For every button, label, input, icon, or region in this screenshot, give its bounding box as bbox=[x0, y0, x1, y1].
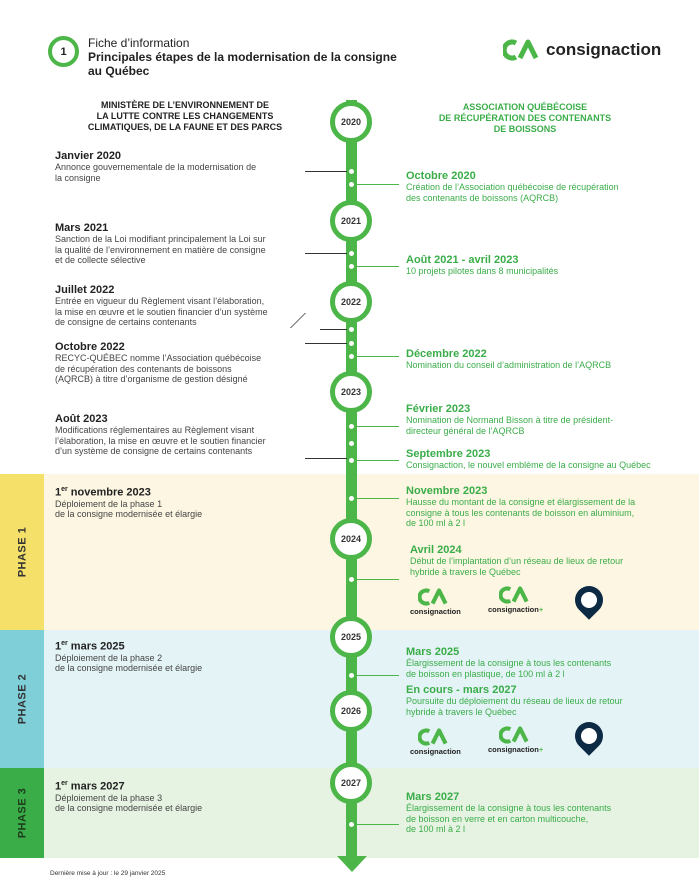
consignaction-plus-logo: consignaction+ bbox=[488, 586, 543, 614]
connector-line bbox=[357, 498, 399, 499]
phase-3-info: 1er mars 2027 Déploiement de la phase 3 de la consigne modernisée et élargie bbox=[55, 780, 203, 814]
timeline-dot bbox=[349, 424, 354, 429]
aqrcb-header: ASSOCIATION QUÉBÉCOISE DE RÉCUPÉRATION DES CONTENANTS DE BOISSONS bbox=[438, 102, 612, 134]
year-marker-2022: 2022 bbox=[330, 281, 372, 323]
connector-line bbox=[357, 824, 399, 825]
left-event: Août 2023 Modifications réglementaires au Règlement visant l’élaboration, la mise en œuvre et le soutien financier d’un système de consigne de certains contenants bbox=[55, 413, 266, 456]
fiche-number-badge: 1 bbox=[48, 36, 79, 67]
connector-line bbox=[357, 579, 399, 580]
connector-line bbox=[357, 426, 399, 427]
last-updated-footer: Dernière mise à jour : le 29 janvier 2025 bbox=[50, 870, 166, 877]
consignaction-plus-icon bbox=[499, 586, 533, 604]
connector-line bbox=[357, 356, 399, 357]
timeline-dot bbox=[349, 822, 354, 827]
year-marker-2027: 2027 bbox=[330, 762, 372, 804]
connector-line bbox=[305, 171, 347, 172]
timeline-dot bbox=[349, 264, 354, 269]
right-event: Août 2021 - avril 2023 10 projets pilotes dans 8 municipalités bbox=[406, 254, 559, 276]
phase-3-tab: PHASE 3 bbox=[0, 768, 44, 858]
year-marker-2026: 2026 bbox=[330, 690, 372, 732]
right-event: Mars 2027 Élargissement de la consigne à tous les contenants de boisson en verre et en carton multicouche, de 100 ml à 2 l bbox=[406, 791, 612, 834]
timeline-dot bbox=[349, 458, 354, 463]
right-event: Février 2023 Nomination de Normand Bisson à titre de président- directeur général de l’AQRCB bbox=[406, 403, 614, 436]
timeline-arrow bbox=[337, 856, 367, 872]
year-marker-2020: 2020 bbox=[330, 101, 372, 143]
left-event: Juillet 2022 Entrée en vigueur du Règlement visant l’élaboration, la mise en œuvre et le soutien financier d’un système de consigne de certains contenants bbox=[55, 284, 268, 327]
consignaction-logo-text: consignaction bbox=[546, 40, 662, 59]
timeline-dot bbox=[349, 251, 354, 256]
connector-line bbox=[357, 266, 399, 267]
consignaction-icon bbox=[418, 728, 452, 746]
timeline-dot bbox=[349, 182, 354, 187]
ministry-header: MINISTÈRE DE L’ENVIRONNEMENT DE LA LUTTE CONTRE LES CHANGEMENTS CLIMATIQUES, DE LA FAUNE ET DES PARCS bbox=[87, 100, 283, 132]
left-event: Octobre 2022 RECYC-QUÉBEC nomme l’Association québécoise de récupération des contenants de boissons (AQRCB) à titre d’organisme de gestion désigné bbox=[55, 341, 262, 384]
right-event: Mars 2025 Élargissement de la consigne à tous les contenants de boisson en plastique, de 100 ml à 2 l bbox=[406, 646, 612, 679]
year-marker-2021: 2021 bbox=[330, 200, 372, 242]
right-event: Novembre 2023 Hausse du montant de la consigne et élargissement de la consigne à tous les contenants de boisson en aluminium, de 100 ml à 2 l bbox=[406, 485, 636, 528]
fiche-label: Fiche d’information bbox=[88, 36, 190, 50]
timeline-dot bbox=[349, 441, 354, 446]
consignaction-logo-small: consignaction bbox=[410, 728, 461, 756]
phase-2-tab: PHASE 2 bbox=[0, 630, 44, 768]
right-event: En cours - mars 2027 Poursuite du déploiement du réseau de lieux de retour hybride à travers le Québec bbox=[406, 684, 623, 717]
timeline-dot bbox=[349, 327, 354, 332]
connector-line bbox=[305, 458, 347, 459]
left-event: Janvier 2020 Annonce gouvernementale de la modernisation de la consigne bbox=[55, 150, 257, 183]
year-marker-2024: 2024 bbox=[330, 518, 372, 560]
consignaction-logo bbox=[503, 39, 661, 61]
timeline-dot bbox=[349, 673, 354, 678]
phase-1-tab: PHASE 1 bbox=[0, 474, 44, 630]
timeline-dot bbox=[349, 341, 354, 346]
connector-line bbox=[357, 184, 399, 185]
connector-line bbox=[357, 675, 399, 676]
phase-1-info: 1er novembre 2023 Déploiement de la phase 1 de la consigne modernisée et élargie bbox=[55, 486, 203, 520]
timeline-dot bbox=[349, 577, 354, 582]
right-event: Octobre 2020 Création de l’Association québécoise de récupération des contenants de boissons (AQRCB) bbox=[406, 170, 619, 203]
timeline-dot bbox=[349, 496, 354, 501]
consignaction-logo-small: consignaction bbox=[410, 588, 461, 616]
page-title: Principales étapes de la modernisation de la consigne au Québec bbox=[88, 50, 397, 78]
connector-line bbox=[320, 329, 347, 330]
year-marker-2025: 2025 bbox=[330, 616, 372, 658]
consignaction-logo-icon bbox=[503, 39, 543, 61]
connector-line bbox=[357, 460, 399, 461]
phase-2-info: 1er mars 2025 Déploiement de la phase 2 de la consigne modernisée et élargie bbox=[55, 640, 203, 674]
left-event: Mars 2021 Sanction de la Loi modifiant principalement la Loi sur la qualité de l’environnement en matière de consigne et de collecte sélective bbox=[55, 222, 266, 265]
consignaction-plus-logo: consignaction+ bbox=[488, 726, 543, 754]
right-event: Décembre 2022 Nomination du conseil d’administration de l’AQRCB bbox=[406, 348, 612, 370]
timeline-dot bbox=[349, 169, 354, 174]
right-event: Septembre 2023 Consignaction, le nouvel emblème de la consigne au Québec bbox=[406, 448, 651, 470]
right-event: Avril 2024 Début de l’implantation d’un réseau de lieux de retour hybride à travers le Québec bbox=[410, 544, 624, 577]
timeline-dot bbox=[349, 354, 354, 359]
consignaction-plus-icon bbox=[499, 726, 533, 744]
year-marker-2023: 2023 bbox=[330, 371, 372, 413]
consignaction-icon bbox=[418, 588, 452, 606]
